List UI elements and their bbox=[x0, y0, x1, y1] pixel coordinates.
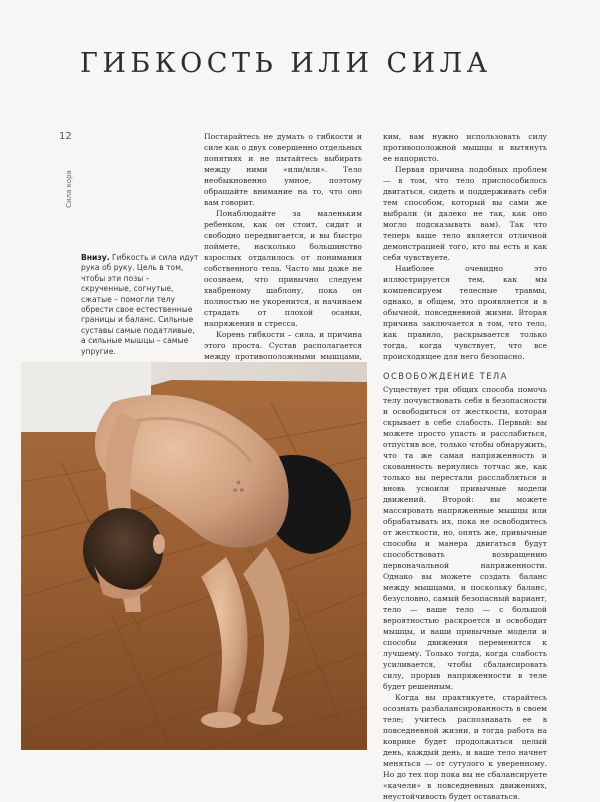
running-head: Сила кора bbox=[65, 170, 73, 208]
column2-paragraph: Существует три общих способа помочь телу почувствовать себя в безопасности и освободиться от жесткости, которая скрывает в себе слабость. Первый: вы можете просто упасть и расслабиться, отпустив все, только чтобы обнаружить, что та же самая напряженность и скованность вернулись тотчас же, как только вы перестали расслабляться и вновь усвоили привычные модели движений. Второй: вы можете массировать напряженные мышцы или обрабатывать их, пока не освободитесь от жесткости, но, опять же, привычные способы и манера двигаться будут способствовать возвращению первоначальной напряженности. Однако вы можете создать баланс между мышцами, и поскольку баланс, безусловно, самый безопасный вариант, тело — ваше тело — с большой вероятностью раскроется и освободит мышцы, и ваши привычные модели и способы движения переменятся к лучшему. Только тогда, когда слабость усиливается, чтобы сбалансировать силу, прорыв напряженности в теле будет решенным. bbox=[383, 385, 547, 691]
page-title: ГИБКОСТЬ ИЛИ СИЛА bbox=[80, 48, 492, 79]
yoga-photo bbox=[21, 362, 367, 750]
section-subheading: ОСВОБОЖДЕНИЕ ТЕЛА bbox=[383, 371, 508, 381]
photo-caption bbox=[81, 253, 199, 357]
text-column-2 bbox=[383, 131, 547, 802]
column1-paragraph: Понаблюдайте за маленьким ребенком, как он стоит, сидит и свободно передвигается, и вы быстро поймете, насколько большинство взрослых отдалилось от понимания собственного тела. Часто мы даже не осознаем, что привычно следуем хвабреному шаблону, пока он полностью не укоренится, и начинаем страдать от плохой осанки, напряжения и стресса. bbox=[204, 209, 362, 328]
column2-paragraph: ким, вам нужно использовать силу противоположной мышцы и вытянуть ее напористо. bbox=[383, 132, 547, 163]
caption-text: Гибкость и сила идут рука об руку. Цель в том, чтобы эти позы – скрученные, согнутые, сжатые – помогли телу обрести свое естественные границы и баланс. Сильные суставы самые податливые, а сильные мышцы – самые упругие. bbox=[81, 253, 199, 356]
caption-lead: Внизу. bbox=[81, 253, 110, 262]
svg-text:ஃ: ஃ bbox=[233, 480, 244, 496]
column1-paragraph: Корень гибкости – сила, и причина этого проста. Сустав располагается между противоположными мышцами, bbox=[204, 330, 362, 361]
column1-paragraph: Постарайтесь не думать о гибкости и силе как о двух совершенно отдельных понятиях и не пытайтесь выбирать между ними «или/или». Тело необыкновенно умное, поэтому обращайте внимание на то, что оно вам говорит. bbox=[204, 132, 362, 207]
column2-paragraph: Когда вы практикуете, старайтесь осознать разбалансированность в своем теле; учитесь распознавать ее в повседневной жизни, и тогда работа на коврике будет продолжаться целый день, каждый день, и ваше тело начнет меняться — от сутулого к уверенному. Но до тех пор пока вы не сбалансируете «качели» в повседневных движениях, неустойчивость будет оставаться. bbox=[383, 693, 547, 801]
column2-paragraph: Первая причина подобных проблем — в том, что тело приспособилось двигаться, сидеть и поддерживать себя тем способом, который вы сами же выбрали (и далеко не так, как оно могло подсказывать вам). Так что теперь ваше тело является отличной демонстрацией того, кто вы есть и как себя чувствуете. bbox=[383, 165, 547, 262]
column2-paragraph: Наиболее очевидно это иллюстрируется тем, как мы компенсируем телесные травмы, однако, в общем, это проявляется и в обычной, повседневной жизни. Вторая причина заключается в том, что тело, как правило, раскрывается только тогда, когда чувствует, что все происходящее для него безопасно. bbox=[383, 264, 547, 361]
page-number: 12 bbox=[59, 131, 72, 142]
